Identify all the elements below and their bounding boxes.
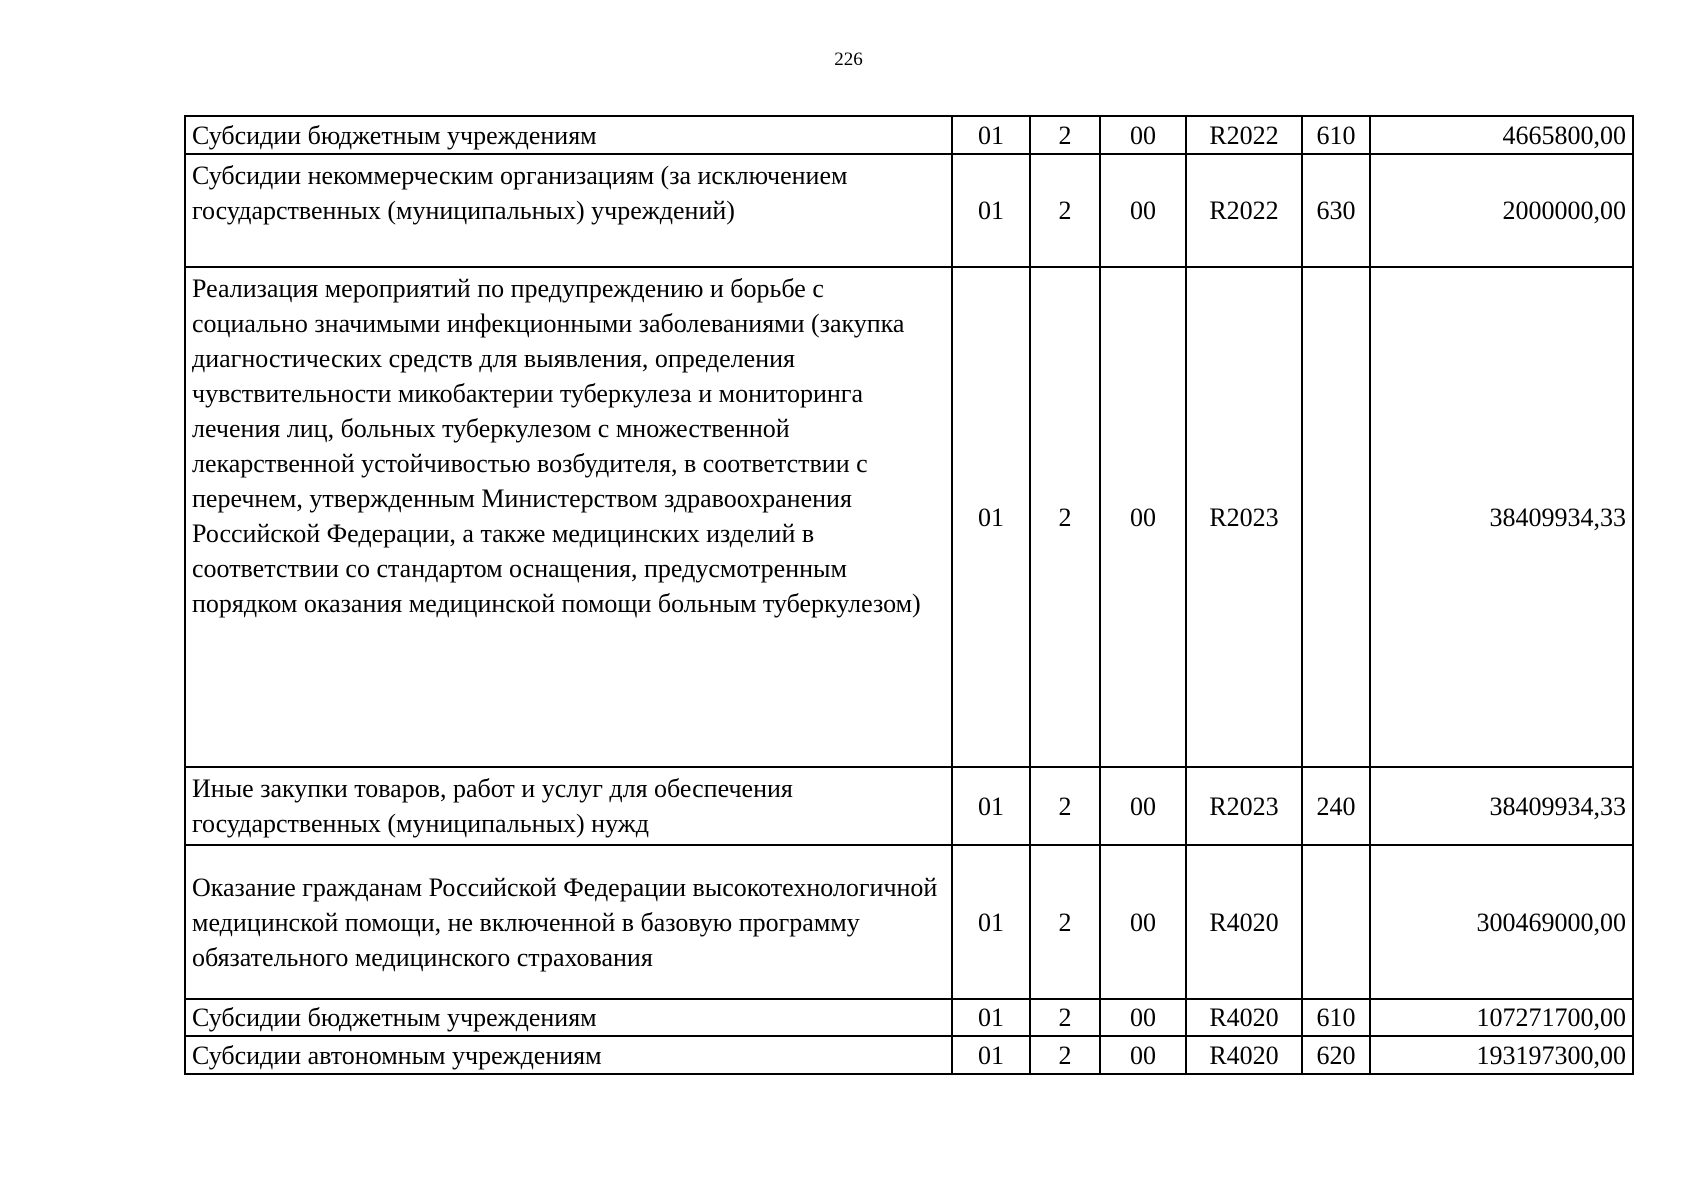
row-expense-type: 610: [1302, 999, 1370, 1036]
budget-table: [184, 115, 1634, 1075]
row-code-4: R2022: [1186, 116, 1302, 154]
row-code-4: R2022: [1186, 154, 1302, 267]
row-expense-type: 610: [1302, 116, 1370, 154]
row-name: Иные закупки товаров, работ и услуг для обеспечения государственных (муниципальных) нужд: [185, 767, 952, 845]
row-name: Субсидии автономным учреждениям: [185, 1036, 952, 1074]
row-code-4: R4020: [1186, 999, 1302, 1036]
page-number: 226: [834, 49, 863, 70]
row-amount: 38409934,33: [1370, 767, 1633, 845]
table-row: [185, 845, 1633, 999]
row-code-3: 00: [1100, 845, 1186, 999]
row-name: Субсидии некоммерческим организациям (за исключением государственных (муниципальных) учреждений): [185, 154, 952, 267]
table-row: [185, 999, 1633, 1036]
row-amount: 107271700,00: [1370, 999, 1633, 1036]
row-code-1: 01: [952, 154, 1030, 267]
row-expense-type: [1302, 845, 1370, 999]
row-amount: 38409934,33: [1370, 267, 1633, 767]
row-code-2: 2: [1030, 154, 1100, 267]
row-code-2: 2: [1030, 767, 1100, 845]
row-code-4: R2023: [1186, 267, 1302, 767]
table-row: [185, 1036, 1633, 1074]
row-name: Реализация мероприятий по предупреждению и борьбе с социально значимыми инфекционными заболеваниями (закупка диагностических средств для выявления, определения чувствительности микобактерии туберкулеза и мониторинга лечения лиц, больных туберкулезом с множественной лекарственной устойчивостью возбудителя, в соответствии с перечнем, утвержденным Министерством здравоохранения Российской Федерации, а также медицинских изделий в соответствии со стандартом оснащения, предусмотренным порядком оказания медицинской помощи больным туберкулезом): [185, 267, 952, 767]
row-code-4: R2023: [1186, 767, 1302, 845]
row-code-3: 00: [1100, 1036, 1186, 1074]
row-code-3: 00: [1100, 999, 1186, 1036]
row-expense-type: [1302, 267, 1370, 767]
table-row: [185, 267, 1633, 767]
table-row: [185, 154, 1633, 267]
row-code-3: 00: [1100, 154, 1186, 267]
table-row: [185, 116, 1633, 154]
table-row: [185, 767, 1633, 845]
row-code-2: 2: [1030, 1036, 1100, 1074]
row-code-3: 00: [1100, 767, 1186, 845]
row-code-3: 00: [1100, 267, 1186, 767]
row-code-3: 00: [1100, 116, 1186, 154]
row-code-1: 01: [952, 845, 1030, 999]
row-code-2: 2: [1030, 116, 1100, 154]
row-code-1: 01: [952, 1036, 1030, 1074]
row-name: Оказание гражданам Российской Федерации высокотехнологичной медицинской помощи, не включенной в базовую программу обязательного медицинского страхования: [185, 845, 952, 999]
row-name: Субсидии бюджетным учреждениям: [185, 116, 952, 154]
row-code-1: 01: [952, 767, 1030, 845]
row-code-1: 01: [952, 999, 1030, 1036]
row-amount: 2000000,00: [1370, 154, 1633, 267]
row-code-1: 01: [952, 267, 1030, 767]
row-code-4: R4020: [1186, 1036, 1302, 1074]
row-amount: 4665800,00: [1370, 116, 1633, 154]
row-expense-type: 620: [1302, 1036, 1370, 1074]
row-code-2: 2: [1030, 845, 1100, 999]
row-amount: 300469000,00: [1370, 845, 1633, 999]
row-name: Субсидии бюджетным учреждениям: [185, 999, 952, 1036]
row-amount: 193197300,00: [1370, 1036, 1633, 1074]
row-code-2: 2: [1030, 267, 1100, 767]
row-code-4: R4020: [1186, 845, 1302, 999]
row-code-2: 2: [1030, 999, 1100, 1036]
row-expense-type: 240: [1302, 767, 1370, 845]
row-code-1: 01: [952, 116, 1030, 154]
row-expense-type: 630: [1302, 154, 1370, 267]
